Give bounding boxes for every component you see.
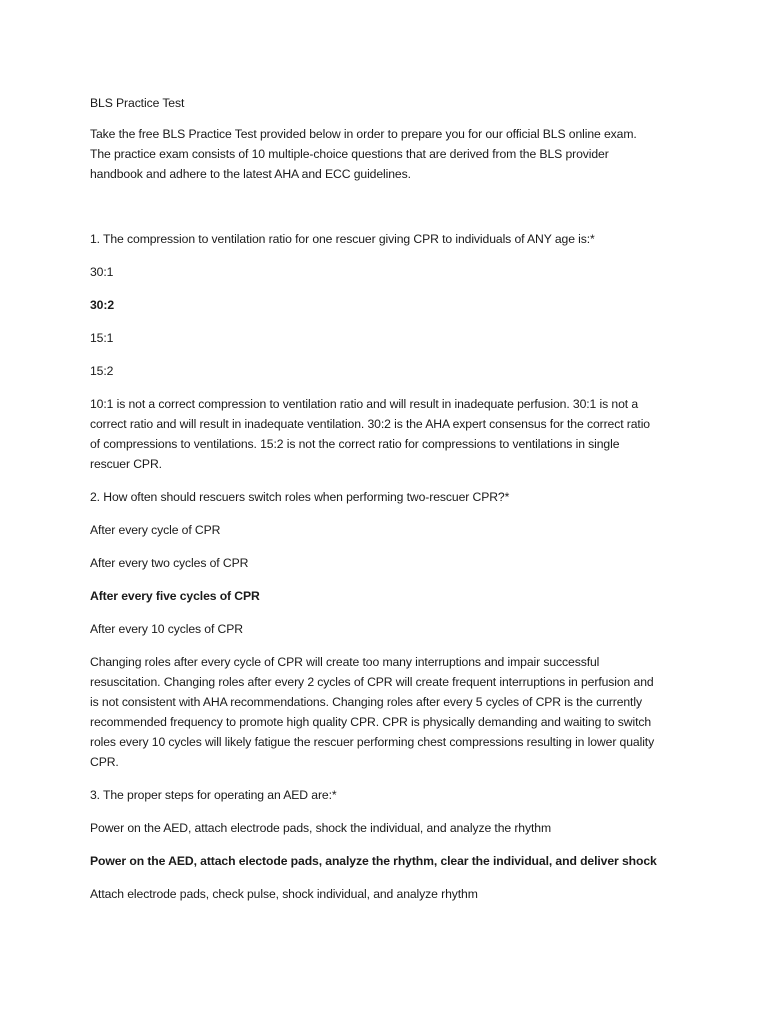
question-2-option-3-correct: After every five cycles of CPR bbox=[90, 589, 260, 603]
question-1-option-4: 15:2 bbox=[90, 364, 114, 378]
question-2-option-2: After every two cycles of CPR bbox=[90, 556, 249, 570]
question-1-option-3: 15:1 bbox=[90, 331, 114, 345]
question-2-option-1: After every cycle of CPR bbox=[90, 523, 221, 537]
question-1-option-1: 30:1 bbox=[90, 265, 114, 279]
document-body bbox=[90, 93, 690, 904]
question-1: 1. The compression to ventilation ratio for one rescuer giving CPR to individuals of ANY age is:* bbox=[90, 232, 595, 246]
question-3: 3. The proper steps for operating an AED are:* bbox=[90, 788, 337, 802]
question-3-option-1: Power on the AED, attach electrode pads, shock the individual, and analyze the rhythm bbox=[90, 821, 551, 835]
question-2: 2. How often should rescuers switch roles when performing two-rescuer CPR?* bbox=[90, 490, 510, 504]
question-3-option-2-correct: Power on the AED, attach electode pads, analyze the rhythm, clear the individual, and deliver shock bbox=[90, 854, 657, 868]
question-1-explanation: 10:1 is not a correct compression to ventilation ratio and will result in inadequate perfusion. 30:1 is not a correct ratio and will result in inadequate ventilation. 30:2 is the AHA expert consensus for the correct ratio of compressions to ventilations. 15:2 is not the correct ratio for compressions to ventilations in single rescuer CPR. bbox=[90, 397, 650, 471]
question-3-option-3: Attach electrode pads, check pulse, shock individual, and analyze rhythm bbox=[90, 887, 478, 901]
question-1-option-2-correct: 30:2 bbox=[90, 298, 114, 312]
page-title: BLS Practice Test bbox=[90, 96, 185, 110]
intro-paragraph: Take the free BLS Practice Test provided below in order to prepare you for our official BLS online exam. The practice exam consists of 10 multiple-choice questions that are derived from the BLS provider handbook and adhere to the latest AHA and ECC guidelines. bbox=[90, 127, 637, 181]
question-2-option-4: After every 10 cycles of CPR bbox=[90, 622, 243, 636]
question-2-explanation: Changing roles after every cycle of CPR will create too many interruptions and impair successful resuscitation. Changing roles after every 2 cycles of CPR will create frequent interruptions in perfusion and is not consistent with AHA recommendations. Changing roles after every 5 cycles of CPR is the currently recommended frequency to promote high quality CPR. CPR is physically demanding and waiting to switch roles every 10 cycles will likely fatigue the rescuer performing chest compressions resulting in lower quality CPR. bbox=[90, 655, 655, 769]
